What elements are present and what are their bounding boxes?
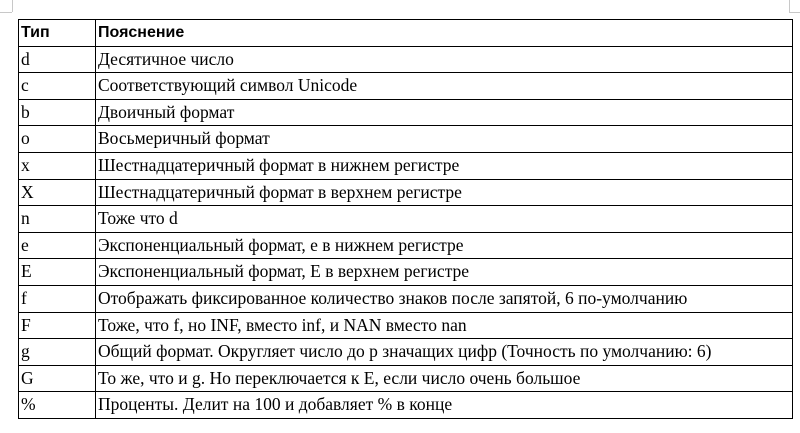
cell-type[interactable]: X xyxy=(19,179,96,206)
table-row xyxy=(19,179,793,206)
crop-mark-top-right-vertical xyxy=(789,0,790,12)
table-row xyxy=(19,259,793,286)
cell-type[interactable]: b xyxy=(19,99,96,126)
table-row xyxy=(19,152,793,179)
cell-description[interactable]: Двоичный формат xyxy=(96,99,793,126)
cell-description[interactable]: Общий формат. Округляет число до p значащих цифр (Точность по умолчанию: 6) xyxy=(96,339,793,366)
crop-mark-top-left-vertical xyxy=(12,0,13,12)
cell-description[interactable]: Соответствующий символ Unicode xyxy=(96,73,793,100)
cell-description[interactable]: Шестнадцатеричный формат в нижнем регистре xyxy=(96,152,793,179)
table-row xyxy=(19,99,793,126)
cell-description[interactable]: Тоже, что f, но INF, вместо inf, и NAN вместо nan xyxy=(96,312,793,339)
header-description[interactable]: Пояснение xyxy=(96,20,793,47)
cell-type[interactable]: f xyxy=(19,285,96,312)
format-types-table xyxy=(18,19,793,419)
cell-description[interactable]: Экспоненциальный формат, e в нижнем регистре xyxy=(96,232,793,259)
cell-type[interactable]: % xyxy=(19,392,96,419)
cell-type[interactable]: e xyxy=(19,232,96,259)
table-row xyxy=(19,126,793,153)
cell-type[interactable]: G xyxy=(19,365,96,392)
header-type[interactable]: Тип xyxy=(19,20,96,47)
table-row xyxy=(19,312,793,339)
cell-type[interactable]: E xyxy=(19,259,96,286)
table-row xyxy=(19,232,793,259)
cell-description[interactable]: Десятичное число xyxy=(96,46,793,73)
cell-description[interactable]: Экспоненциальный формат, E в верхнем регистре xyxy=(96,259,793,286)
table-row xyxy=(19,339,793,366)
cell-type[interactable]: g xyxy=(19,339,96,366)
cell-type[interactable]: c xyxy=(19,73,96,100)
cell-type[interactable]: o xyxy=(19,126,96,153)
table-header-row xyxy=(19,20,793,47)
table-row xyxy=(19,285,793,312)
cell-description[interactable]: Шестнадцатеричный формат в верхнем регистре xyxy=(96,179,793,206)
cell-type[interactable]: d xyxy=(19,46,96,73)
table-row xyxy=(19,46,793,73)
cell-type[interactable]: x xyxy=(19,152,96,179)
crop-mark-top-left-horizontal xyxy=(0,12,12,13)
table-row xyxy=(19,365,793,392)
table-row xyxy=(19,206,793,233)
cell-description[interactable]: Восьмеричный формат xyxy=(96,126,793,153)
table-row xyxy=(19,73,793,100)
cell-description[interactable]: Отображать фиксированное количество знаков после запятой, 6 по-умолчанию xyxy=(96,285,793,312)
cell-type[interactable]: n xyxy=(19,206,96,233)
cell-description[interactable]: Проценты. Делит на 100 и добавляет % в конце xyxy=(96,392,793,419)
cell-type[interactable]: F xyxy=(19,312,96,339)
cell-description[interactable]: Тоже что d xyxy=(96,206,793,233)
cell-description[interactable]: То же, что и g. Но переключается к E, если число очень большое xyxy=(96,365,793,392)
crop-mark-top-right-horizontal xyxy=(789,12,800,13)
table-row xyxy=(19,392,793,419)
